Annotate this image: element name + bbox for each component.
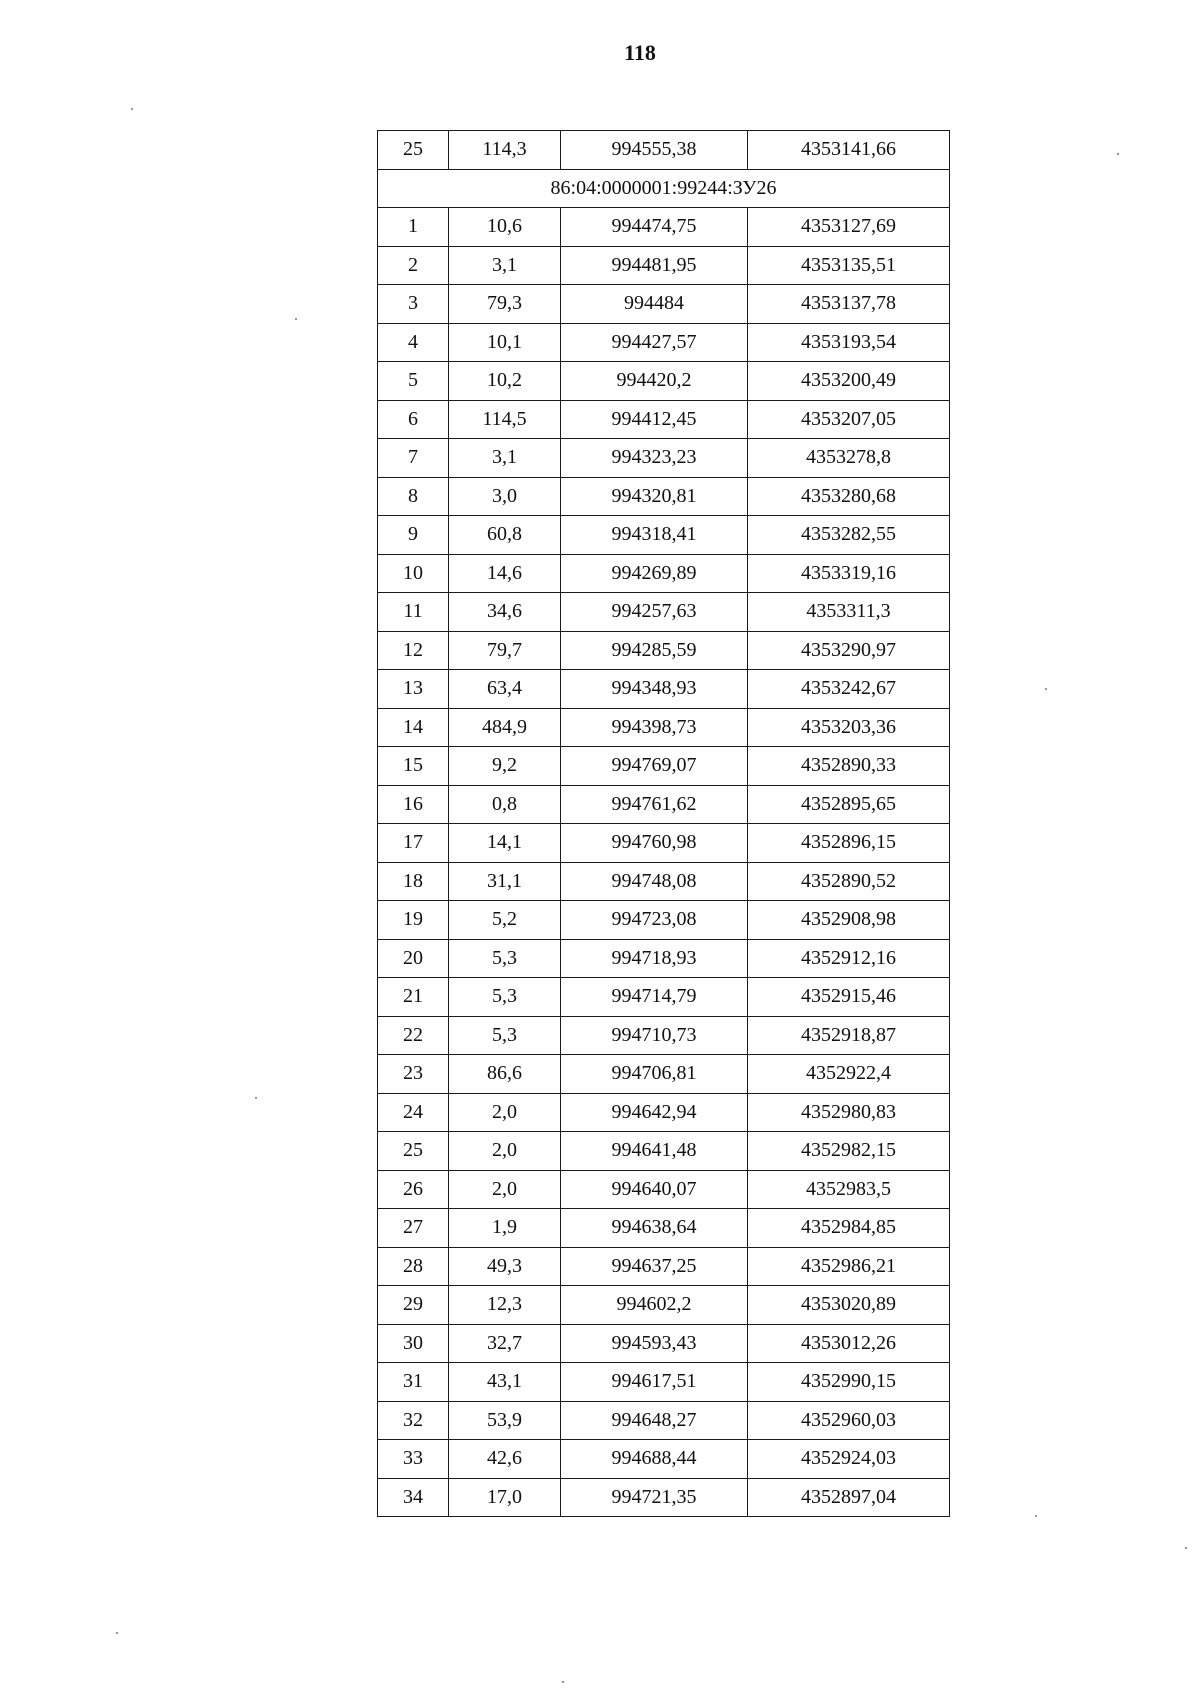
distance-cell: 2,0 — [449, 1170, 561, 1209]
x-coordinate-cell: 994642,94 — [561, 1093, 748, 1132]
x-coordinate-cell: 994714,79 — [561, 978, 748, 1017]
scan-speck — [1185, 1547, 1187, 1549]
point-number-cell: 21 — [378, 978, 449, 1017]
distance-cell: 1,9 — [449, 1209, 561, 1248]
table-row — [378, 208, 950, 247]
table-row — [378, 1440, 950, 1479]
table-row — [378, 708, 950, 747]
distance-cell: 484,9 — [449, 708, 561, 747]
x-coordinate-cell: 994748,08 — [561, 862, 748, 901]
table-row — [378, 862, 950, 901]
point-number-cell: 22 — [378, 1016, 449, 1055]
table-row — [378, 477, 950, 516]
table-row — [378, 1170, 950, 1209]
x-coordinate-cell: 994257,63 — [561, 593, 748, 632]
cadastral-number-header: 86:04:0000001:99244:ЗУ26 — [378, 169, 950, 208]
y-coordinate-cell: 4353137,78 — [748, 285, 950, 324]
table-row — [378, 785, 950, 824]
y-coordinate-cell: 4353012,26 — [748, 1324, 950, 1363]
x-coordinate-cell: 994555,38 — [561, 131, 748, 170]
point-number-cell: 14 — [378, 708, 449, 747]
point-number-cell: 5 — [378, 362, 449, 401]
point-number-cell: 17 — [378, 824, 449, 863]
x-coordinate-cell: 994706,81 — [561, 1055, 748, 1094]
x-coordinate-cell: 994481,95 — [561, 246, 748, 285]
x-coordinate-cell: 994648,27 — [561, 1401, 748, 1440]
point-number-cell: 20 — [378, 939, 449, 978]
table-row — [378, 1286, 950, 1325]
y-coordinate-cell: 4352897,04 — [748, 1478, 950, 1517]
x-coordinate-cell: 994318,41 — [561, 516, 748, 555]
y-coordinate-cell: 4353319,16 — [748, 554, 950, 593]
y-coordinate-cell: 4353207,05 — [748, 400, 950, 439]
scan-speck — [255, 1097, 257, 1099]
table-row — [378, 1247, 950, 1286]
distance-cell: 2,0 — [449, 1093, 561, 1132]
scan-speck — [131, 108, 133, 110]
y-coordinate-cell: 4353282,55 — [748, 516, 950, 555]
scan-speck — [1045, 688, 1047, 690]
distance-cell: 79,7 — [449, 631, 561, 670]
point-number-cell: 31 — [378, 1363, 449, 1402]
table-row — [378, 1478, 950, 1517]
y-coordinate-cell: 4352960,03 — [748, 1401, 950, 1440]
y-coordinate-cell: 4353242,67 — [748, 670, 950, 709]
x-coordinate-cell: 994641,48 — [561, 1132, 748, 1171]
x-coordinate-cell: 994420,2 — [561, 362, 748, 401]
x-coordinate-cell: 994769,07 — [561, 747, 748, 786]
table-row — [378, 1363, 950, 1402]
distance-cell: 114,5 — [449, 400, 561, 439]
x-coordinate-cell: 994412,45 — [561, 400, 748, 439]
y-coordinate-cell: 4353200,49 — [748, 362, 950, 401]
distance-cell: 5,2 — [449, 901, 561, 940]
table-row — [378, 1401, 950, 1440]
x-coordinate-cell: 994323,23 — [561, 439, 748, 478]
point-number-cell: 25 — [378, 1132, 449, 1171]
y-coordinate-cell: 4352922,4 — [748, 1055, 950, 1094]
distance-cell: 63,4 — [449, 670, 561, 709]
distance-cell: 43,1 — [449, 1363, 561, 1402]
table-row — [378, 285, 950, 324]
distance-cell: 34,6 — [449, 593, 561, 632]
x-coordinate-cell: 994593,43 — [561, 1324, 748, 1363]
x-coordinate-cell: 994348,93 — [561, 670, 748, 709]
y-coordinate-cell: 4353290,97 — [748, 631, 950, 670]
table-row — [378, 978, 950, 1017]
scan-speck — [1117, 153, 1119, 155]
table-row — [378, 1016, 950, 1055]
distance-cell: 0,8 — [449, 785, 561, 824]
table-row — [378, 439, 950, 478]
x-coordinate-cell: 994718,93 — [561, 939, 748, 978]
distance-cell: 12,3 — [449, 1286, 561, 1325]
point-number-cell: 8 — [378, 477, 449, 516]
x-coordinate-cell: 994484 — [561, 285, 748, 324]
distance-cell: 5,3 — [449, 939, 561, 978]
distance-cell: 10,6 — [449, 208, 561, 247]
distance-cell: 31,1 — [449, 862, 561, 901]
table-row — [378, 939, 950, 978]
y-coordinate-cell: 4352982,15 — [748, 1132, 950, 1171]
distance-cell: 60,8 — [449, 516, 561, 555]
point-number-cell: 9 — [378, 516, 449, 555]
x-coordinate-cell: 994760,98 — [561, 824, 748, 863]
table-row — [378, 631, 950, 670]
point-number-cell: 19 — [378, 901, 449, 940]
x-coordinate-cell: 994398,73 — [561, 708, 748, 747]
point-number-cell: 33 — [378, 1440, 449, 1479]
y-coordinate-cell: 4352912,16 — [748, 939, 950, 978]
point-number-cell: 7 — [378, 439, 449, 478]
distance-cell: 14,1 — [449, 824, 561, 863]
distance-cell: 49,3 — [449, 1247, 561, 1286]
x-coordinate-cell: 994269,89 — [561, 554, 748, 593]
y-coordinate-cell: 4352986,21 — [748, 1247, 950, 1286]
point-number-cell: 34 — [378, 1478, 449, 1517]
y-coordinate-cell: 4352924,03 — [748, 1440, 950, 1479]
distance-cell: 10,1 — [449, 323, 561, 362]
table-row — [378, 554, 950, 593]
x-coordinate-cell: 994602,2 — [561, 1286, 748, 1325]
x-coordinate-cell: 994637,25 — [561, 1247, 748, 1286]
point-number-cell: 27 — [378, 1209, 449, 1248]
table-row — [378, 1093, 950, 1132]
point-number-cell: 13 — [378, 670, 449, 709]
table-row — [378, 400, 950, 439]
y-coordinate-cell: 4353127,69 — [748, 208, 950, 247]
y-coordinate-cell: 4352895,65 — [748, 785, 950, 824]
table-row — [378, 593, 950, 632]
point-number-cell: 4 — [378, 323, 449, 362]
x-coordinate-cell: 994285,59 — [561, 631, 748, 670]
y-coordinate-cell: 4352890,33 — [748, 747, 950, 786]
y-coordinate-cell: 4353203,36 — [748, 708, 950, 747]
y-coordinate-cell: 4353193,54 — [748, 323, 950, 362]
y-coordinate-cell: 4353135,51 — [748, 246, 950, 285]
scan-speck — [1035, 1515, 1037, 1517]
y-coordinate-cell: 4352984,85 — [748, 1209, 950, 1248]
point-number-cell: 32 — [378, 1401, 449, 1440]
table-row — [378, 747, 950, 786]
distance-cell: 32,7 — [449, 1324, 561, 1363]
page-number: 118 — [624, 40, 656, 65]
y-coordinate-cell: 4353311,3 — [748, 593, 950, 632]
table-row — [378, 1209, 950, 1248]
x-coordinate-cell: 994640,07 — [561, 1170, 748, 1209]
x-coordinate-cell: 994638,64 — [561, 1209, 748, 1248]
scan-speck — [295, 318, 297, 320]
y-coordinate-cell: 4352983,5 — [748, 1170, 950, 1209]
x-coordinate-cell: 994723,08 — [561, 901, 748, 940]
point-number-cell: 28 — [378, 1247, 449, 1286]
table-row — [378, 1324, 950, 1363]
table-row — [378, 516, 950, 555]
point-number-cell: 15 — [378, 747, 449, 786]
distance-cell: 9,2 — [449, 747, 561, 786]
point-number-cell: 30 — [378, 1324, 449, 1363]
y-coordinate-cell: 4352980,83 — [748, 1093, 950, 1132]
distance-cell: 2,0 — [449, 1132, 561, 1171]
table-row — [378, 1055, 950, 1094]
y-coordinate-cell: 4352890,52 — [748, 862, 950, 901]
distance-cell: 17,0 — [449, 1478, 561, 1517]
y-coordinate-cell: 4352896,15 — [748, 824, 950, 863]
distance-cell: 42,6 — [449, 1440, 561, 1479]
distance-cell: 86,6 — [449, 1055, 561, 1094]
table-row — [378, 1132, 950, 1171]
distance-cell: 5,3 — [449, 1016, 561, 1055]
distance-cell: 10,2 — [449, 362, 561, 401]
section-header-row — [378, 169, 950, 208]
point-number-cell: 18 — [378, 862, 449, 901]
y-coordinate-cell: 4353278,8 — [748, 439, 950, 478]
x-coordinate-cell: 994427,57 — [561, 323, 748, 362]
y-coordinate-cell: 4353020,89 — [748, 1286, 950, 1325]
point-number-cell: 12 — [378, 631, 449, 670]
coordinates-table — [377, 130, 950, 1517]
distance-cell: 79,3 — [449, 285, 561, 324]
table-row — [378, 824, 950, 863]
distance-cell: 5,3 — [449, 978, 561, 1017]
x-coordinate-cell: 994688,44 — [561, 1440, 748, 1479]
y-coordinate-cell: 4352915,46 — [748, 978, 950, 1017]
x-coordinate-cell: 994474,75 — [561, 208, 748, 247]
point-number-cell: 1 — [378, 208, 449, 247]
distance-cell: 14,6 — [449, 554, 561, 593]
point-number-cell: 26 — [378, 1170, 449, 1209]
x-coordinate-cell: 994721,35 — [561, 1478, 748, 1517]
scan-speck — [562, 1681, 564, 1683]
x-coordinate-cell: 994710,73 — [561, 1016, 748, 1055]
y-coordinate-cell: 4352908,98 — [748, 901, 950, 940]
table-row — [378, 670, 950, 709]
point-number-cell: 3 — [378, 285, 449, 324]
table-row — [378, 901, 950, 940]
table-row — [378, 131, 950, 170]
point-number-cell: 2 — [378, 246, 449, 285]
y-coordinate-cell: 4353280,68 — [748, 477, 950, 516]
point-number-cell: 11 — [378, 593, 449, 632]
distance-cell: 3,0 — [449, 477, 561, 516]
point-number-cell: 23 — [378, 1055, 449, 1094]
x-coordinate-cell: 994617,51 — [561, 1363, 748, 1402]
y-coordinate-cell: 4352918,87 — [748, 1016, 950, 1055]
y-coordinate-cell: 4353141,66 — [748, 131, 950, 170]
table-row — [378, 246, 950, 285]
point-number-cell: 29 — [378, 1286, 449, 1325]
point-number-cell: 10 — [378, 554, 449, 593]
table-row — [378, 362, 950, 401]
point-number-cell: 25 — [378, 131, 449, 170]
point-number-cell: 16 — [378, 785, 449, 824]
y-coordinate-cell: 4352990,15 — [748, 1363, 950, 1402]
scan-speck — [116, 1632, 118, 1634]
distance-cell: 3,1 — [449, 439, 561, 478]
distance-cell: 3,1 — [449, 246, 561, 285]
table-row — [378, 323, 950, 362]
distance-cell: 53,9 — [449, 1401, 561, 1440]
point-number-cell: 24 — [378, 1093, 449, 1132]
distance-cell: 114,3 — [449, 131, 561, 170]
x-coordinate-cell: 994761,62 — [561, 785, 748, 824]
point-number-cell: 6 — [378, 400, 449, 439]
x-coordinate-cell: 994320,81 — [561, 477, 748, 516]
